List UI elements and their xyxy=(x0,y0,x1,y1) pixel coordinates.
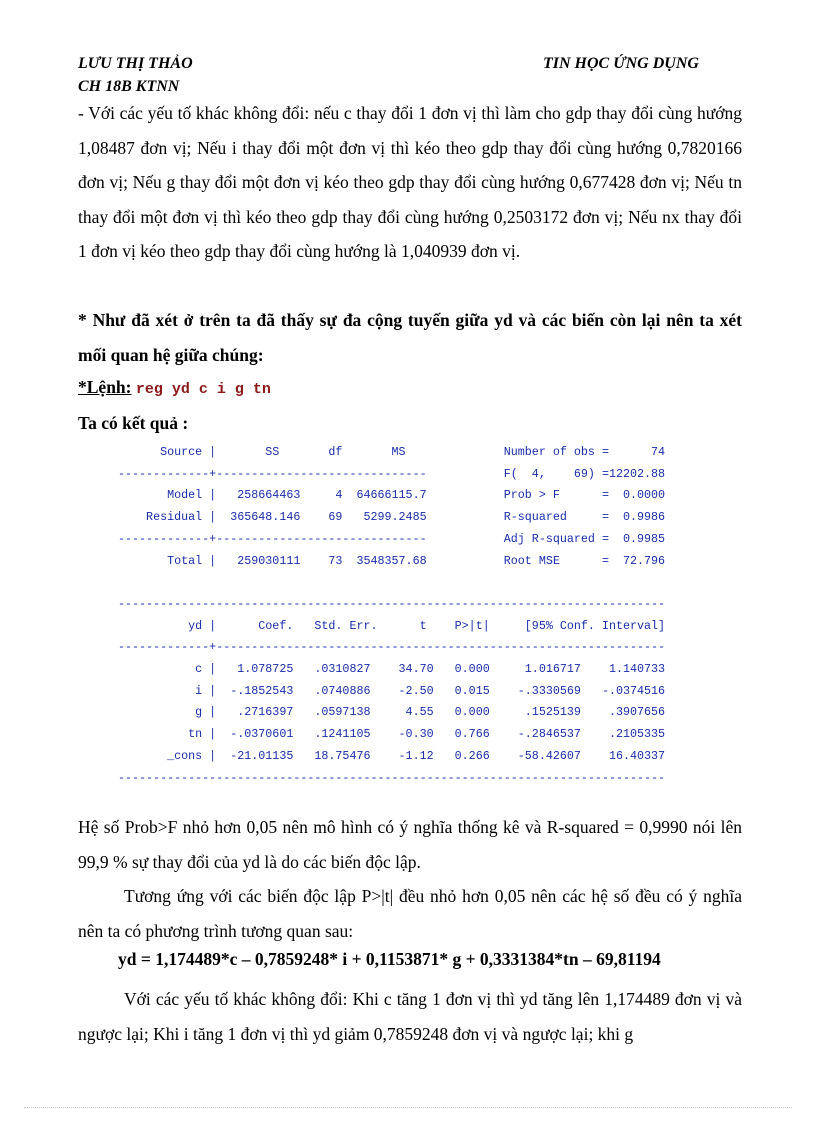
paragraph-yd-effects: Với các yếu tố khác không đổi: Khi c tăng 1 đơn vị thì yd tăng lên 1,174489 đơn vị và ngược lại; Khi i tăng 1 đơn vị thì yd giảm 0,7859248 đơn vị và ngược lại; khi g xyxy=(78,989,742,1044)
footer-divider xyxy=(24,1107,792,1108)
command-label: *Lệnh: xyxy=(78,377,132,397)
command-text: reg yd c i g tn xyxy=(135,381,271,398)
paragraph-gdp-effects: - Với các yếu tố khác không đổi: nếu c thay đổi 1 đơn vị thì làm cho gdp thay đổi cùng hướng 1,08487 đơn vị; Nếu i thay đổi một đơn vị thì kéo theo gdp thay đổi cùng hướng 0,7820166 đơn vị; Nếu g thay đổi một đơn vị kéo theo gdp thay đổi cùng hướng 0,677428 đơn vị; Nếu tn thay đổi một đơn vị thì kéo theo gdp thay đổi cùng hướng 0,2503172 đơn vị; Nếu nx thay đổi 1 đơn vị kéo theo gdp thay đổi cùng hướng là 1,040939 đơn vị. xyxy=(78,103,742,261)
header-author: LƯU THỊ THẢO xyxy=(78,55,193,72)
paragraph-model-significance: Hệ số Prob>F nhỏ hơn 0,05 nên mô hình có ý nghĩa thống kê và R-squared = 0,9990 nói lên 99,9 % sự thay đổi của yd là do các biến độc lập. xyxy=(78,817,742,872)
result-label: Ta có kết quả : xyxy=(78,413,189,433)
paragraph-multicollinearity: * Như đã xét ở trên ta đã thấy sự đa cộng tuyến giữa yd và các biến còn lại nên ta xét mối quan hệ giữa chúng: xyxy=(78,310,742,365)
header-class: CH 18B KTNN xyxy=(78,78,180,95)
header-subject: TIN HỌC ỨNG DỤNG xyxy=(543,55,699,72)
paragraph-coefficient-significance: Tương ứng với các biến độc lập P>|t| đều nhỏ hơn 0,05 nên các hệ số đều có ý nghĩa nên ta có phương trình tương quan sau: xyxy=(78,886,742,941)
command-line xyxy=(78,372,271,405)
regression-equation: yd = 1,174489*c – 0,7859248* i + 0,1153871* g + 0,3331384*tn – 69,81194 xyxy=(118,949,661,969)
regression-output: Source | SS df MS Number of obs = 74 -------------+------------------------------ F( 4, 69) =12202.88 Model | 258664463 4 64666115.7 Prob > F = 0.0000 Residual | 365648.146 69 5299.2485 R-squared = 0.9986 -------------+------------------------------ Adj R-squared = 0.9985 Total | 259030111 73 3548357.68 Root MSE = 72.796 ------------------------------------------------------------------------------ yd | Coef. Std. Err. t P>|t| [95% Conf. Interval] -------------+---------------------------------------------------------------- c | 1.078725 .0310827 34.70 0.000 1.016717 1.140733 i | -.1852543 .0740886 -2.50 0.015 -.3330569 -.0374516 g | .2716397 .0597138 4.55 0.000 .1525139 .3907656 tn | -.0370601 .1241105 -0.30 0.766 -.2846537 .2105335 _cons | -21.01135 18.75476 -1.12 0.266 -58.42607 16.40337 ------------------------------------------------------------------------------ xyxy=(118,445,666,785)
